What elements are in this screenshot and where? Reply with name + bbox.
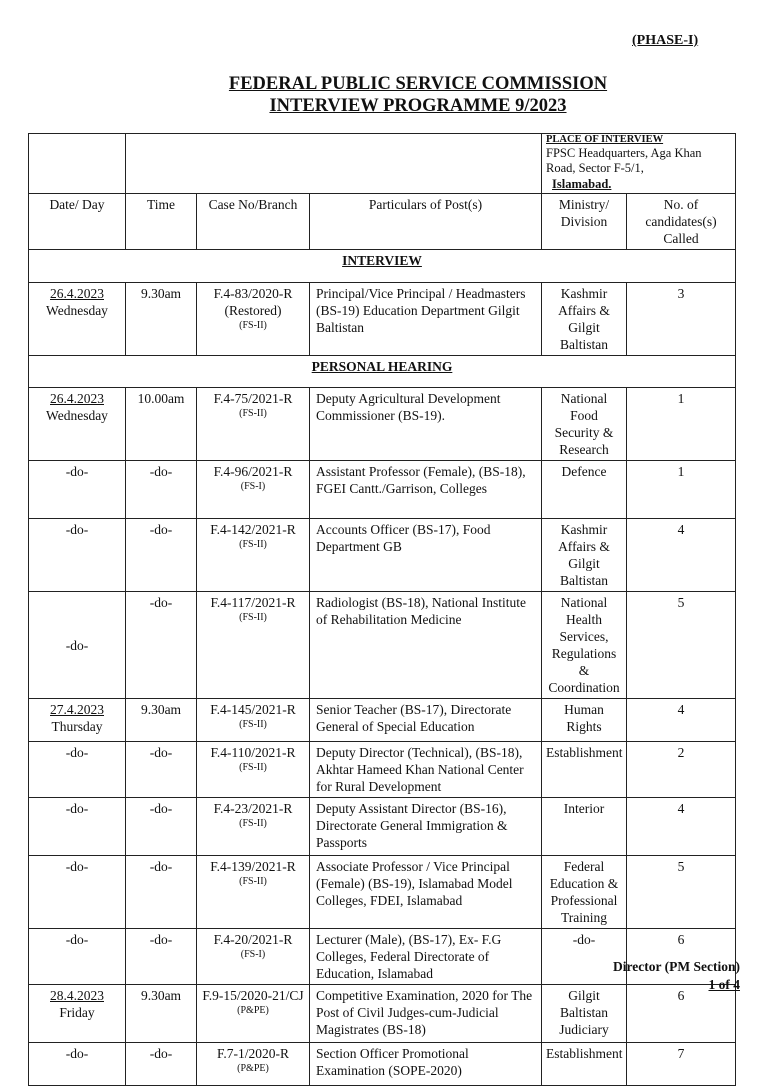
row-case-note: (Restored) bbox=[224, 303, 282, 318]
row-case-cell bbox=[197, 461, 310, 519]
row-case: F.4-110/2021-R bbox=[210, 745, 296, 760]
row-time: -do- bbox=[126, 592, 197, 699]
row-particulars: Section Officer Promotional Examination (SOPE-2020) bbox=[310, 1043, 542, 1086]
row-day: Friday bbox=[59, 1005, 95, 1020]
table-row bbox=[29, 519, 736, 592]
row-particulars: Associate Professor / Vice Principal (Female) (BS-19), Islamabad Model Colleges, FDEI, Islamabad bbox=[310, 856, 542, 929]
row-time: 9.30am bbox=[126, 283, 197, 356]
row-date: 26.4.2023 bbox=[50, 286, 104, 301]
place-address: FPSC Headquarters, Aga Khan Road, Sector F-5/1, bbox=[546, 146, 702, 175]
row-branch: (P&PE) bbox=[237, 1005, 269, 1016]
row-particulars: Competitive Examination, 2020 for The Post of Civil Judges-cum-Judicial Magistrates (BS-18) bbox=[310, 985, 542, 1043]
row-particulars: Senior Teacher (BS-17), Directorate General of Special Education bbox=[310, 699, 542, 742]
table-row bbox=[29, 283, 736, 356]
row-particulars: Accounts Officer (BS-17), Food Department GB bbox=[310, 519, 542, 592]
row-time: -do- bbox=[126, 1043, 197, 1086]
row-time: -do- bbox=[126, 929, 197, 985]
row-count: 5 bbox=[627, 592, 736, 699]
row-case-cell bbox=[197, 798, 310, 856]
header-case: Case No/Branch bbox=[197, 194, 310, 250]
row-branch: (P&PE) bbox=[237, 1063, 269, 1074]
row-time: 9.30am bbox=[126, 985, 197, 1043]
section-interview-row bbox=[29, 250, 736, 283]
row-count: 6 bbox=[627, 929, 736, 985]
row-particulars: Deputy Assistant Director (BS-16), Directorate General Immigration & Passports bbox=[310, 798, 542, 856]
row-date-cell bbox=[29, 519, 126, 592]
section-personal-hearing: PERSONAL HEARING bbox=[29, 356, 736, 388]
row-count: 3 bbox=[627, 283, 736, 356]
header-ministry: Ministry/ Division bbox=[542, 194, 627, 250]
row-date-cell bbox=[29, 985, 126, 1043]
row-branch: (FS-I) bbox=[240, 949, 266, 960]
footer-signatory: Director (PM Section) bbox=[613, 959, 740, 974]
row-time: -do- bbox=[126, 461, 197, 519]
row-case: F.4-75/2021-R bbox=[213, 391, 293, 406]
table-row bbox=[29, 461, 736, 519]
row-case: F.4-142/2021-R bbox=[210, 522, 296, 537]
row-ministry: Establishment bbox=[542, 1043, 627, 1086]
header-candidates: No. of candidates(s) Called bbox=[627, 194, 736, 250]
row-ministry: -do- bbox=[542, 929, 627, 985]
row-date: -do- bbox=[65, 932, 89, 947]
row-ministry: Establishment bbox=[542, 742, 627, 798]
row-count: 4 bbox=[627, 699, 736, 742]
row-case-cell bbox=[197, 519, 310, 592]
row-date-cell bbox=[29, 388, 126, 461]
row-branch: (FS-II) bbox=[239, 320, 267, 331]
place-label: PLACE OF INTERVIEW bbox=[546, 134, 664, 145]
table-row bbox=[29, 798, 736, 856]
row-case-cell bbox=[197, 592, 310, 699]
table-row bbox=[29, 1043, 736, 1086]
row-ministry: Kashmir Affairs & Gilgit Baltistan bbox=[542, 519, 627, 592]
row-date-cell bbox=[29, 592, 126, 699]
row-date: 28.4.2023 bbox=[50, 988, 104, 1003]
row-date-cell bbox=[29, 929, 126, 985]
row-branch: (FS-II) bbox=[239, 876, 267, 887]
row-case: F.4-139/2021-R bbox=[210, 859, 296, 874]
row-branch: (FS-II) bbox=[239, 818, 267, 829]
row-time: 9.30am bbox=[126, 699, 197, 742]
row-date: -do- bbox=[65, 745, 89, 760]
footer-page-number: 1 of 4 bbox=[708, 977, 740, 992]
row-branch: (FS-II) bbox=[239, 612, 267, 623]
row-date-cell bbox=[29, 798, 126, 856]
row-time: -do- bbox=[126, 519, 197, 592]
section-interview: INTERVIEW bbox=[29, 250, 736, 283]
row-ministry: Federal Education & Professional Training bbox=[542, 856, 627, 929]
row-particulars: Lecturer (Male), (BS-17), Ex- F.G Colleges, Federal Directorate of Education, Islamabad bbox=[310, 929, 542, 985]
row-case-cell bbox=[197, 856, 310, 929]
row-particulars: Principal/Vice Principal / Headmasters (BS-19) Education Department Gilgit Baltistan bbox=[310, 283, 542, 356]
row-date: -do- bbox=[65, 859, 89, 874]
table-row bbox=[29, 592, 736, 699]
row-particulars: Deputy Director (Technical), (BS-18), Akhtar Hameed Khan National Center for Rural Development bbox=[310, 742, 542, 798]
section-hearing-row bbox=[29, 356, 736, 388]
table-row bbox=[29, 742, 736, 798]
header-particulars: Particulars of Post(s) bbox=[310, 194, 542, 250]
table-row bbox=[29, 929, 736, 985]
row-ministry: Gilgit Baltistan Judiciary bbox=[542, 985, 627, 1043]
header-time: Time bbox=[126, 194, 197, 250]
row-branch: (FS-II) bbox=[239, 762, 267, 773]
document-title: FEDERAL PUBLIC SERVICE COMMISSION bbox=[228, 74, 608, 94]
row-time: -do- bbox=[126, 798, 197, 856]
row-case: F.4-96/2021-R bbox=[213, 464, 293, 479]
table-row bbox=[29, 985, 736, 1043]
row-count: 4 bbox=[627, 798, 736, 856]
row-case: F.4-23/2021-R bbox=[213, 801, 293, 816]
row-branch: (FS-I) bbox=[240, 481, 266, 492]
row-case: F.4-117/2021-R bbox=[210, 595, 296, 610]
row-case: F.9-15/2020-21/CJ bbox=[202, 988, 304, 1003]
row-count: 6 bbox=[627, 985, 736, 1043]
row-particulars: Radiologist (BS-18), National Institute of Rehabilitation Medicine bbox=[310, 592, 542, 699]
row-date-cell bbox=[29, 742, 126, 798]
row-date: -do- bbox=[65, 522, 89, 537]
row-case: F.4-145/2021-R bbox=[210, 702, 296, 717]
phase-label: (PHASE-I) bbox=[632, 33, 699, 48]
row-case-cell bbox=[197, 742, 310, 798]
row-date-cell bbox=[29, 699, 126, 742]
row-date-cell bbox=[29, 461, 126, 519]
row-case: F.4-20/2021-R bbox=[213, 932, 293, 947]
row-ministry: Kashmir Affairs & Gilgit Baltistan bbox=[542, 283, 627, 356]
hearing-rows bbox=[29, 388, 736, 1086]
row-count: 5 bbox=[627, 856, 736, 929]
table-row bbox=[29, 856, 736, 929]
place-row bbox=[29, 134, 736, 194]
row-date: -do- bbox=[65, 637, 89, 653]
row-count: 4 bbox=[627, 519, 736, 592]
row-case-cell bbox=[197, 699, 310, 742]
row-time: 10.00am bbox=[126, 388, 197, 461]
row-count: 1 bbox=[627, 461, 736, 519]
row-particulars: Deputy Agricultural Development Commissioner (BS-19). bbox=[310, 388, 542, 461]
row-count: 7 bbox=[627, 1043, 736, 1086]
row-date: -do- bbox=[65, 464, 89, 479]
table-row bbox=[29, 699, 736, 742]
interview-table bbox=[28, 133, 736, 1086]
row-day: Wednesday bbox=[46, 408, 108, 423]
row-count: 2 bbox=[627, 742, 736, 798]
row-ministry: Interior bbox=[542, 798, 627, 856]
row-branch: (FS-II) bbox=[239, 539, 267, 550]
row-case-cell bbox=[197, 1043, 310, 1086]
row-case: F.4-83/2020-R bbox=[213, 286, 293, 301]
row-date: -do- bbox=[65, 801, 89, 816]
table-row bbox=[29, 388, 736, 461]
document-subtitle: INTERVIEW PROGRAMME 9/2023 bbox=[269, 96, 567, 116]
row-ministry: Human Rights bbox=[542, 699, 627, 742]
row-ministry: National Health Services, Regulations & Coordination bbox=[542, 592, 627, 699]
row-date: -do- bbox=[65, 1046, 89, 1061]
place-city: Islamabad. bbox=[552, 177, 612, 191]
row-case-cell bbox=[197, 929, 310, 985]
header-row bbox=[29, 194, 736, 250]
row-count: 1 bbox=[627, 388, 736, 461]
row-branch: (FS-II) bbox=[239, 408, 267, 419]
row-day: Wednesday bbox=[46, 303, 108, 318]
row-ministry: Defence bbox=[542, 461, 627, 519]
row-case-cell bbox=[197, 985, 310, 1043]
row-case: F.7-1/2020-R bbox=[216, 1046, 290, 1061]
row-ministry: National Food Security & Research bbox=[542, 388, 627, 461]
row-time: -do- bbox=[126, 856, 197, 929]
row-date: 26.4.2023 bbox=[50, 391, 104, 406]
row-time: -do- bbox=[126, 742, 197, 798]
row-date: 27.4.2023 bbox=[50, 702, 104, 717]
row-case-cell bbox=[197, 388, 310, 461]
row-branch: (FS-II) bbox=[239, 719, 267, 730]
row-particulars: Assistant Professor (Female), (BS-18), FGEI Cantt./Garrison, Colleges bbox=[310, 461, 542, 519]
row-day: Thursday bbox=[51, 719, 103, 734]
place-of-interview bbox=[542, 134, 736, 194]
row-date-cell bbox=[29, 1043, 126, 1086]
row-date-cell bbox=[29, 856, 126, 929]
header-date: Date/ Day bbox=[29, 194, 126, 250]
